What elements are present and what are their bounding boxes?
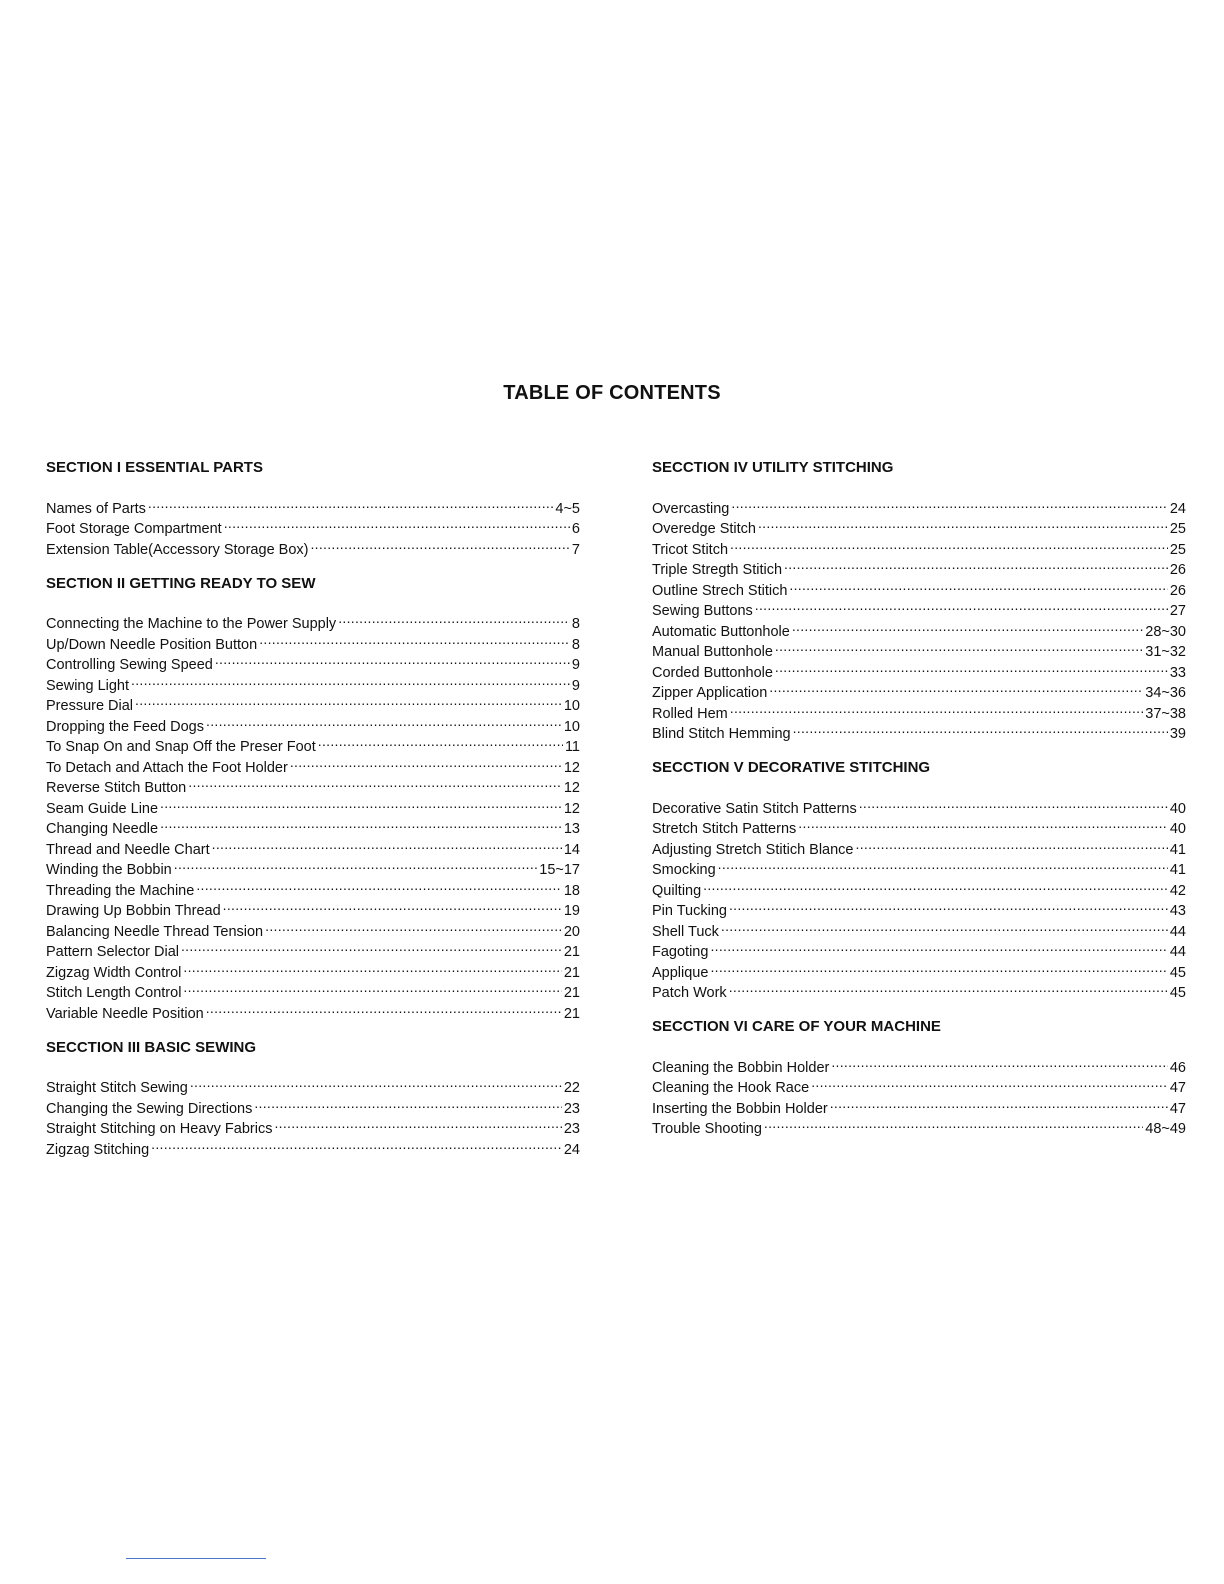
toc-entry[interactable]: [652, 977, 1186, 1001]
toc-entry[interactable]: [652, 554, 1186, 578]
dot-leader: [710, 936, 1167, 957]
dot-leader: [718, 854, 1168, 875]
entry-page-number: 45: [1169, 985, 1186, 1001]
entry-page-number: 47: [1169, 1080, 1186, 1096]
section-heading: SECCTION IV UTILITY STITCHING: [652, 459, 894, 476]
entry-page-number: 18: [563, 882, 580, 899]
dot-leader: [151, 1133, 562, 1154]
entry-list: [652, 792, 1186, 1001]
entry-page-number: 39: [1169, 726, 1186, 742]
entry-page-number: 21: [563, 964, 580, 981]
entry-page-number: 24: [1169, 500, 1186, 517]
dot-leader: [224, 513, 570, 534]
entry-label: Pattern Selector Dial: [46, 944, 179, 960]
toc-section: [46, 1038, 580, 1158]
section-heading: SECTION I ESSENTIAL PARTS: [46, 459, 263, 476]
entry-list: [46, 1072, 580, 1158]
dot-leader: [730, 533, 1168, 554]
entry-list: [652, 492, 1186, 742]
toc-section: [46, 574, 580, 1022]
dot-leader: [131, 669, 570, 690]
dot-leader: [811, 1072, 1168, 1093]
entry-label: Smocking: [652, 862, 716, 878]
dot-leader: [174, 854, 538, 875]
entry-label: Zigzag Width Control: [46, 964, 182, 981]
dot-leader: [265, 915, 562, 936]
entry-label: Triple Stregth Stitich: [652, 562, 783, 578]
dot-leader: [274, 1113, 561, 1134]
entry-label: Manual Buttonhole: [652, 644, 773, 660]
dot-leader: [148, 492, 553, 513]
dot-leader: [831, 1051, 1168, 1072]
entry-page-number: 48~49: [1145, 1121, 1186, 1137]
entry-page-number: 45: [1169, 964, 1186, 981]
entry-label: Inserting the Bobbin Holder: [652, 1100, 828, 1117]
entry-page-number: 12: [563, 759, 580, 776]
right-column: [652, 458, 1186, 1137]
toc-entry[interactable]: [652, 915, 1186, 940]
entry-label: Pressure Dial: [46, 698, 134, 714]
dot-leader: [729, 895, 1168, 916]
section-heading: SECCTION III BASIC SEWING: [46, 1038, 257, 1056]
entry-page-number: 37~38: [1145, 705, 1186, 722]
entry-label: Seam Guide Line: [46, 800, 159, 817]
entry-label: Changing the Sewing Directions: [46, 1100, 253, 1117]
entry-page-number: 23: [563, 1121, 580, 1137]
entry-label: Thread and Needle Chart: [46, 841, 210, 858]
toc-entry[interactable]: [652, 1051, 1186, 1076]
entry-page-number: 10: [563, 698, 580, 714]
entry-label: To Detach and Attach the Foot Holder: [46, 759, 288, 776]
entry-page-number: 7: [571, 541, 580, 558]
entry-label: Sewing Light: [46, 677, 130, 694]
toc-entry[interactable]: [652, 956, 1186, 981]
entry-page-number: 6: [571, 521, 580, 537]
entry-label: Sewing Buttons: [652, 603, 753, 619]
section-heading: SECCTION VI CARE OF YOUR MACHINE: [652, 1018, 941, 1035]
entry-label: Overcasting: [652, 500, 730, 517]
entry-page-number: 27: [1169, 603, 1186, 619]
footer-rule: [126, 1558, 266, 1559]
entry-label: Tricot Stitch: [652, 541, 729, 558]
entry-page-number: 40: [1169, 821, 1186, 837]
entry-label: Cleaning the Bobbin Holder: [652, 1059, 830, 1076]
left-column: [46, 458, 580, 1158]
entry-page-number: 10: [563, 718, 580, 735]
entry-page-number: 22: [563, 1080, 580, 1096]
entry-page-number: 25: [1169, 521, 1186, 537]
dot-leader: [703, 874, 1168, 895]
dot-leader: [710, 956, 1167, 977]
entry-label: Pin Tucking: [652, 903, 727, 919]
dot-leader: [259, 628, 570, 649]
toc-entry[interactable]: [652, 718, 1186, 742]
entry-page-number: 13: [563, 821, 580, 837]
toc-entry[interactable]: [652, 874, 1186, 899]
entry-label: Shell Tuck: [652, 923, 719, 940]
toc-entry[interactable]: [46, 608, 580, 632]
entry-page-number: 8: [571, 636, 580, 653]
dot-leader: [731, 492, 1167, 513]
entry-label: Overedge Stitch: [652, 521, 756, 537]
entry-label: Variable Needle Position: [46, 1005, 204, 1022]
dot-leader: [789, 574, 1167, 595]
entry-page-number: 47: [1169, 1100, 1186, 1117]
entry-list: [46, 608, 580, 1022]
toc-entry[interactable]: [652, 854, 1186, 878]
dot-leader: [206, 710, 562, 731]
entry-label: Quilting: [652, 882, 702, 899]
page-title: TABLE OF CONTENTS: [503, 382, 721, 404]
entry-page-number: 23: [563, 1100, 580, 1117]
dot-leader: [160, 792, 562, 813]
entry-page-number: 31~32: [1145, 644, 1186, 660]
entry-page-number: 44: [1169, 944, 1186, 960]
entry-label: Stitch Length Control: [46, 985, 182, 1001]
entry-label: Names of Parts: [46, 500, 146, 517]
dot-leader: [798, 813, 1168, 834]
toc-entry[interactable]: [652, 895, 1186, 919]
entry-page-number: 14: [563, 841, 580, 858]
entry-page-number: 20: [563, 923, 580, 940]
entry-list: [652, 1051, 1186, 1137]
entry-label: Reverse Stitch Button: [46, 780, 187, 796]
dot-leader: [758, 513, 1168, 534]
dot-leader: [160, 813, 562, 834]
entry-page-number: 40: [1169, 800, 1186, 817]
dot-leader: [181, 936, 562, 957]
section-heading: SECTION II GETTING READY TO SEW: [46, 574, 316, 592]
toc-entry[interactable]: [652, 792, 1186, 817]
toc-entry[interactable]: [652, 936, 1186, 960]
dot-leader: [830, 1092, 1168, 1113]
entry-label: Stretch Stitch Patterns: [652, 821, 797, 837]
toc-entry[interactable]: [652, 513, 1186, 537]
toc-section: [46, 458, 580, 558]
dot-leader: [254, 1092, 562, 1113]
entry-page-number: 4~5: [555, 500, 580, 517]
dot-leader: [859, 792, 1168, 813]
toc-section: [652, 758, 1186, 1001]
entry-label: Blind Stitch Hemming: [652, 726, 791, 742]
entry-list: [46, 492, 580, 558]
dot-leader: [792, 615, 1143, 636]
entry-page-number: 21: [563, 944, 580, 960]
entry-label: Corded Buttonhole: [652, 664, 773, 681]
entry-label: Straight Stitching on Heavy Fabrics: [46, 1121, 273, 1137]
entry-page-number: 42: [1169, 882, 1186, 899]
dot-leader: [775, 656, 1168, 677]
dot-leader: [856, 833, 1168, 854]
entry-label: Balancing Needle Thread Tension: [46, 923, 264, 940]
entry-page-number: 34~36: [1145, 685, 1186, 701]
entry-page-number: 21: [563, 1005, 580, 1022]
dot-leader: [183, 977, 561, 998]
entry-label: Automatic Buttonhole: [652, 623, 790, 640]
entry-label: Connecting the Machine to the Power Supply: [46, 616, 337, 632]
entry-page-number: 44: [1169, 923, 1186, 940]
entry-page-number: 9: [571, 677, 580, 694]
entry-page-number: 43: [1169, 903, 1186, 919]
dot-leader: [755, 595, 1168, 616]
entry-page-number: 24: [563, 1141, 580, 1158]
entry-label: Decorative Satin Stitch Patterns: [652, 800, 857, 817]
entry-page-number: 19: [563, 903, 580, 919]
dot-leader: [135, 690, 562, 711]
entry-page-number: 12: [563, 800, 580, 817]
entry-label: Adjusting Stretch Stitich Blance: [652, 841, 854, 858]
dot-leader: [730, 697, 1144, 718]
toc-entry[interactable]: [46, 1072, 580, 1096]
entry-page-number: 41: [1169, 862, 1186, 878]
toc-section: [652, 458, 1186, 742]
dot-leader: [212, 833, 562, 854]
dot-leader: [223, 895, 562, 916]
entry-page-number: 21: [563, 985, 580, 1001]
entry-label: Dropping the Feed Dogs: [46, 718, 204, 735]
dot-leader: [206, 997, 562, 1018]
entry-page-number: 9: [571, 657, 580, 673]
entry-label: Winding the Bobbin: [46, 862, 172, 878]
entry-page-number: 26: [1169, 562, 1186, 578]
toc-entry[interactable]: [46, 492, 580, 517]
entry-page-number: 46: [1169, 1059, 1186, 1076]
entry-label: Extension Table(Accessory Storage Box): [46, 541, 309, 558]
entry-label: Cleaning the Hook Race: [652, 1080, 810, 1096]
toc-entry[interactable]: [652, 697, 1186, 722]
entry-label: Outline Strech Stitich: [652, 582, 788, 599]
entry-label: Fagoting: [652, 944, 709, 960]
entry-label: Foot Storage Compartment: [46, 521, 222, 537]
entry-label: Zipper Application: [652, 685, 768, 701]
entry-label: Straight Stitch Sewing: [46, 1080, 188, 1096]
entry-page-number: 25: [1169, 541, 1186, 558]
entry-page-number: 33: [1169, 664, 1186, 681]
dot-leader: [215, 649, 570, 670]
entry-label: Threading the Machine: [46, 882, 195, 899]
entry-label: Patch Work: [652, 985, 727, 1001]
entry-page-number: 8: [571, 616, 580, 632]
dot-leader: [188, 772, 562, 793]
dot-leader: [183, 956, 561, 977]
dot-leader: [769, 677, 1143, 698]
dot-leader: [318, 731, 563, 752]
entry-page-number: 15~17: [539, 862, 580, 878]
dot-leader: [793, 718, 1168, 739]
toc-entry[interactable]: [652, 492, 1186, 517]
entry-label: Rolled Hem: [652, 705, 728, 722]
dot-leader: [310, 533, 569, 554]
dot-leader: [190, 1072, 562, 1093]
entry-label: Up/Down Needle Position Button: [46, 636, 258, 653]
dot-leader: [338, 608, 570, 629]
section-gap: [652, 997, 1186, 1017]
entry-label: Controlling Sewing Speed: [46, 657, 213, 673]
toc-section: [652, 1017, 1186, 1137]
toc-entry[interactable]: [652, 533, 1186, 558]
entry-page-number: 41: [1169, 841, 1186, 858]
dot-leader: [775, 636, 1143, 657]
entry-label: Drawing Up Bobbin Thread: [46, 903, 221, 919]
dot-leader: [729, 977, 1168, 998]
dot-leader: [721, 915, 1168, 936]
entry-label: Zigzag Stitching: [46, 1141, 150, 1158]
dot-leader: [784, 554, 1168, 575]
entry-label: Trouble Shooting: [652, 1121, 762, 1137]
entry-page-number: 26: [1169, 582, 1186, 599]
dot-leader: [764, 1113, 1143, 1134]
dot-leader: [290, 751, 562, 772]
entry-page-number: 12: [563, 780, 580, 796]
dot-leader: [196, 874, 562, 895]
section-heading: SECCTION V DECORATIVE STITCHING: [652, 759, 931, 776]
entry-label: To Snap On and Snap Off the Preser Foot: [46, 739, 316, 755]
entry-label: Changing Needle: [46, 821, 159, 837]
entry-page-number: 28~30: [1145, 623, 1186, 640]
entry-label: Applique: [652, 964, 709, 981]
entry-page-number: 11: [564, 739, 580, 755]
